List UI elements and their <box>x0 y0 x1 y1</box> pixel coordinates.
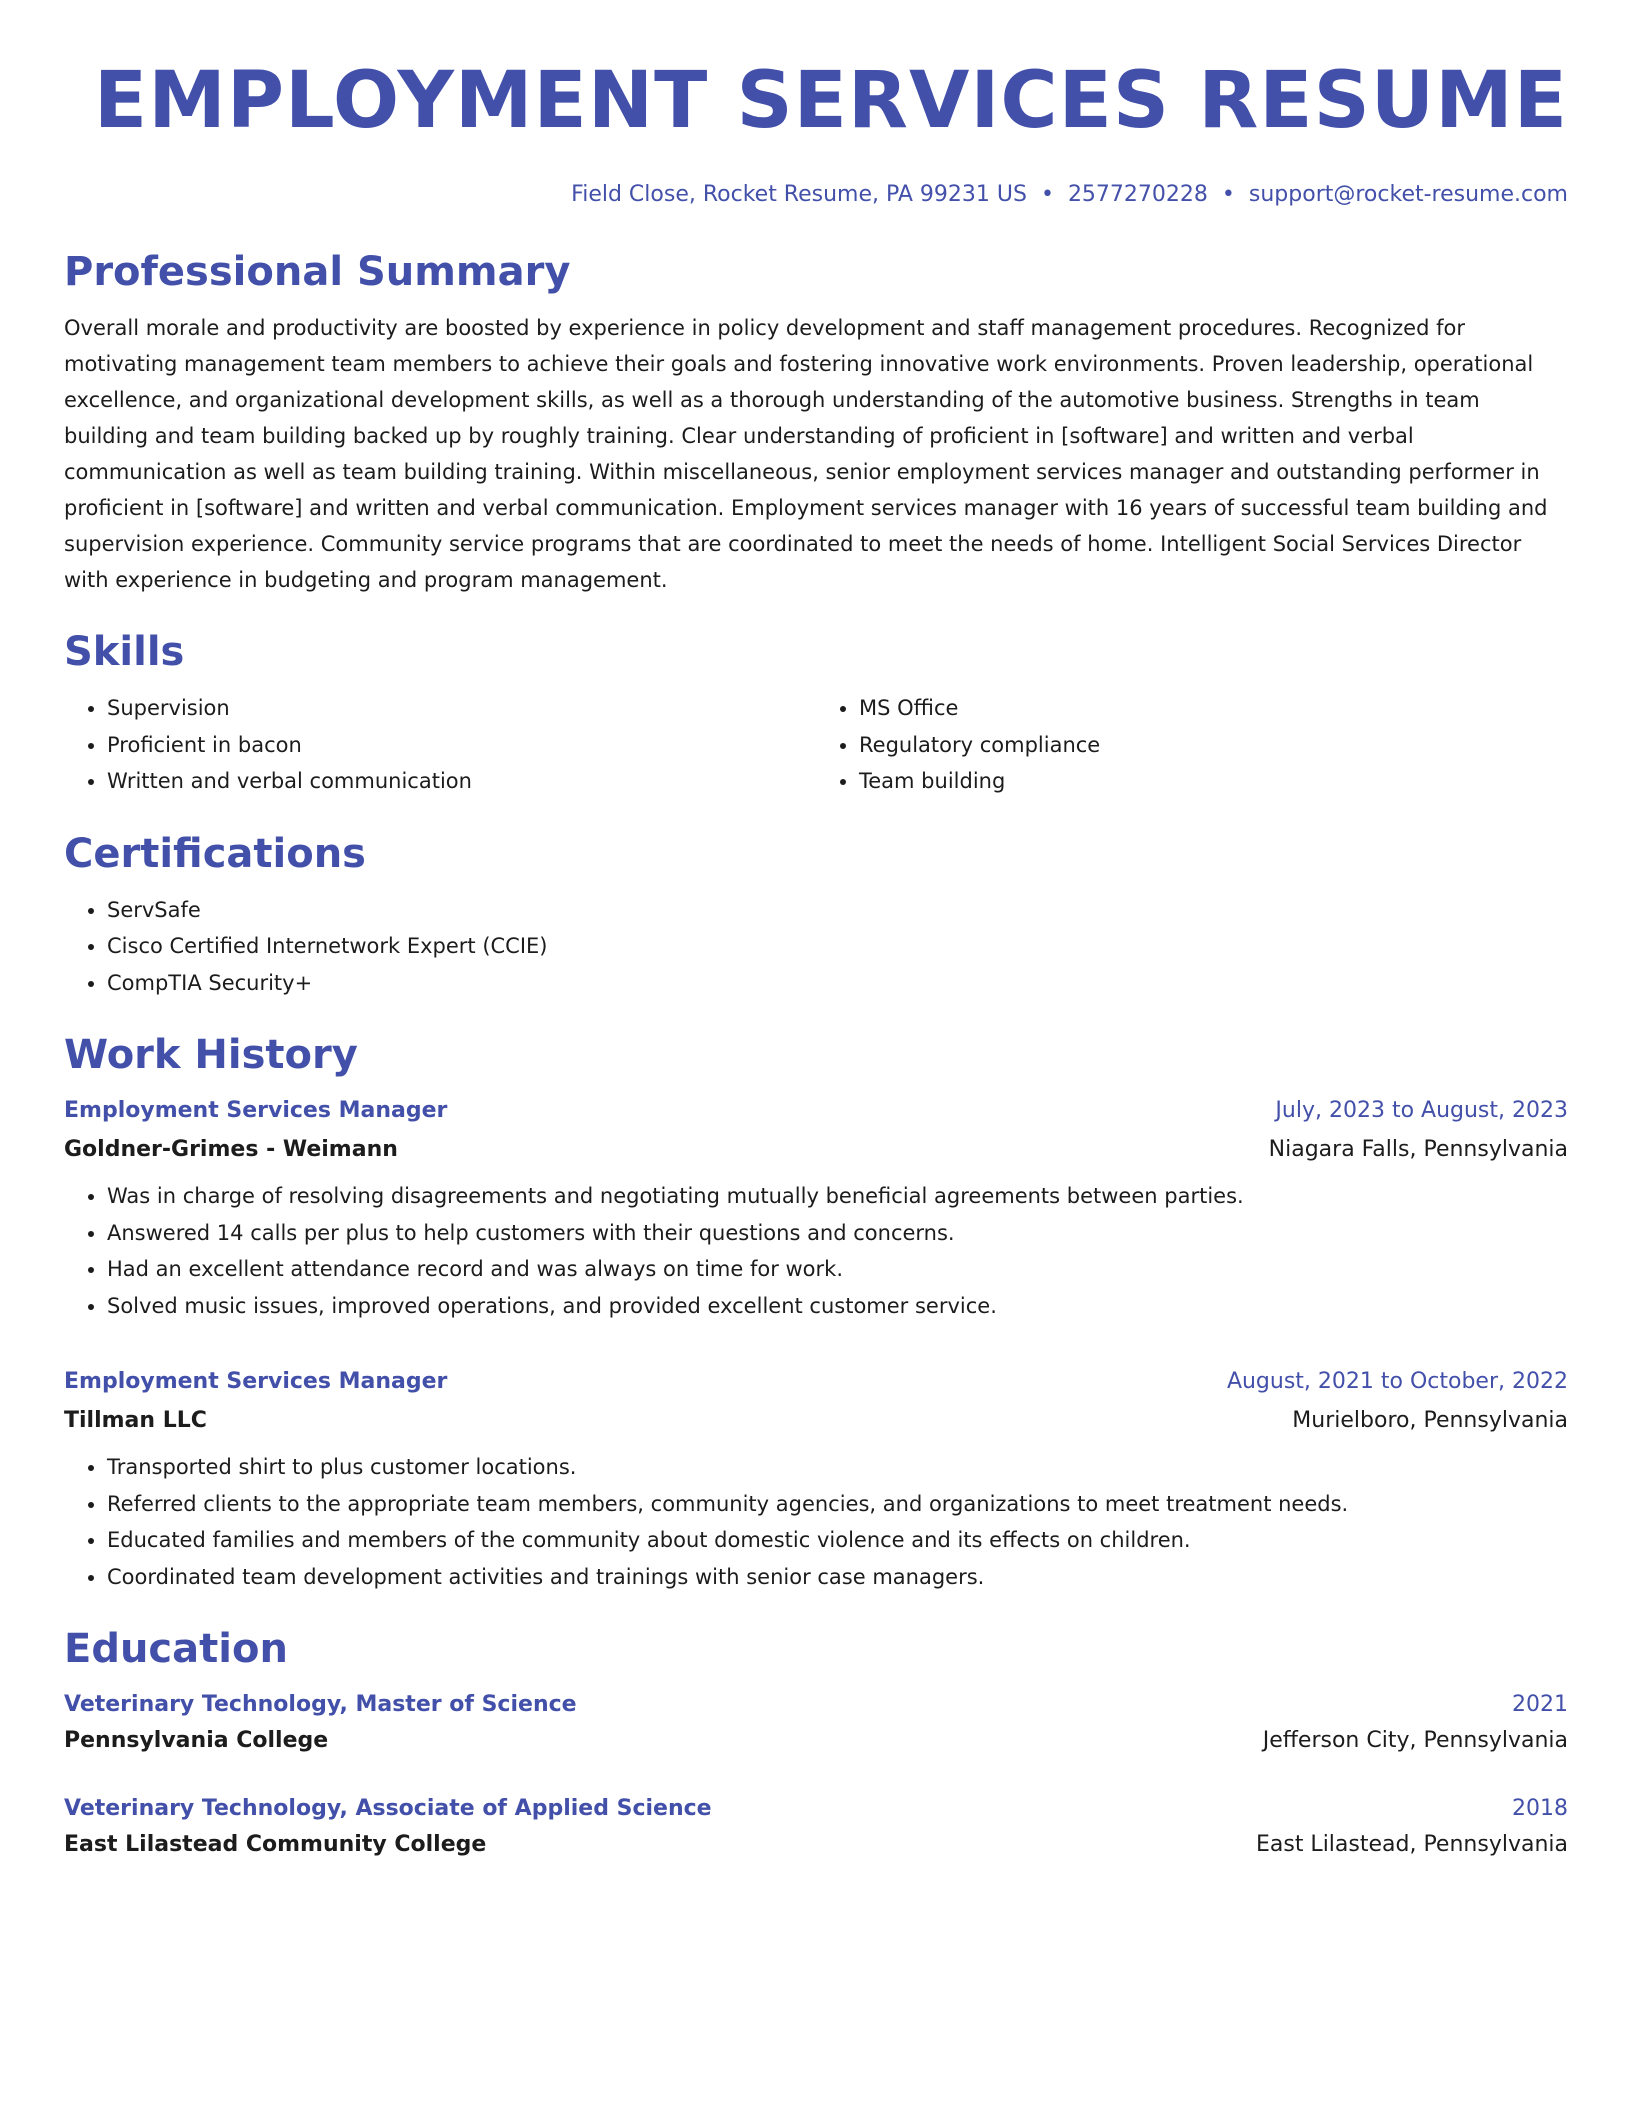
job-location: Murielboro, Pennsylvania <box>1292 1408 1568 1433</box>
education-degree-row <box>64 1689 1568 1721</box>
education-year: 2021 <box>1512 1692 1568 1717</box>
skills-section <box>64 626 1568 800</box>
contact-line <box>64 180 1568 210</box>
contact-email[interactable]: support@rocket-resume.com <box>1248 182 1568 207</box>
skill-item: • Regulatory compliance <box>859 727 1568 764</box>
education-entry <box>64 1793 1568 1861</box>
job-bullet: • Had an excellent attendance record and was always on time for work. <box>107 1251 1568 1288</box>
skills-left-list <box>64 690 816 800</box>
certification-item: • Cisco Certified Internetwork Expert (CCIE) <box>107 928 1568 965</box>
job-bullet: • Transported shirt to plus customer locations. <box>107 1449 1568 1486</box>
certification-item: • CompTIA Security+ <box>107 965 1568 1002</box>
job-bullet: • Answered 14 calls per plus to help customers with their questions and concerns. <box>107 1215 1568 1252</box>
job-bullet: • Was in charge of resolving disagreements and negotiating mutually beneficial agreements between parties. <box>107 1178 1568 1215</box>
job-entry <box>64 1095 1568 1324</box>
education-degree: Veterinary Technology, Master of Science <box>64 1692 577 1717</box>
education-year: 2018 <box>1512 1796 1568 1821</box>
job-entry <box>64 1366 1568 1595</box>
certifications-list <box>64 892 1568 1002</box>
job-bullet: • Solved music issues, improved operations, and provided excellent customer service. <box>107 1288 1568 1325</box>
job-company: Goldner-Grimes - Weimann <box>64 1137 398 1162</box>
education-location: Jefferson City, Pennsylvania <box>1262 1728 1568 1753</box>
job-company: Tillman LLC <box>64 1408 207 1433</box>
skill-item: • Proficient in bacon <box>107 727 816 764</box>
contact-separator: • <box>1221 182 1235 207</box>
contact-address: Field Close, Rocket Resume, PA 99231 US <box>571 182 1027 207</box>
skills-heading: Skills <box>64 629 185 675</box>
contact-separator: • <box>1040 182 1054 207</box>
resume-title: EMPLOYMENT SERVICES RESUME <box>93 56 1568 146</box>
job-dates: August, 2021 to October, 2022 <box>1226 1369 1568 1394</box>
job-title: Employment Services Manager <box>64 1098 448 1123</box>
work-history-section <box>64 1029 1568 1595</box>
education-school: Pennsylvania College <box>64 1728 329 1753</box>
education-school: East Lilastead Community College <box>64 1832 487 1857</box>
education-degree: Veterinary Technology, Associate of Applied Science <box>64 1796 712 1821</box>
job-company-row <box>64 1134 1568 1166</box>
job-bullet: • Referred clients to the appropriate team members, community agencies, and organizations to meet treatment needs. <box>107 1486 1568 1523</box>
job-bullets <box>64 1178 1568 1324</box>
certification-item: • ServSafe <box>107 892 1568 929</box>
job-title-row <box>64 1095 1568 1127</box>
skill-item: • MS Office <box>859 690 1568 727</box>
summary-heading: Professional Summary <box>64 249 571 295</box>
skills-right-list <box>816 690 1568 800</box>
job-title: Employment Services Manager <box>64 1369 448 1394</box>
job-bullet: • Coordinated team development activities and trainings with senior case managers. <box>107 1559 1568 1596</box>
skills-grid <box>64 690 1568 800</box>
skill-item: • Team building <box>859 763 1568 800</box>
education-heading: Education <box>64 1626 288 1672</box>
education-entry <box>64 1689 1568 1757</box>
certifications-section <box>64 828 1568 1002</box>
work-history-heading: Work History <box>64 1032 358 1078</box>
education-school-row <box>64 1725 1568 1757</box>
summary-text: Overall morale and productivity are boosted by experience in policy development and staff management procedures. Recognized for motivating management team members to achieve their goals and fostering innovative work environments. Proven leadership, operational excellence, and organizational development skills, as well as a thorough understanding of the automotive business. Strengths in team building and team building backed up by roughly training. Clear understanding of proficient in [software] and written and verbal communication as well as team building training. Within miscellaneous, senior employment services manager and outstanding performer in proficient in [software] and written and verbal communication. Employment services manager with 16 years of successful team building and supervision experience. Community service programs that are coordinated to meet the needs of home. Intelligent Social Services Director with experience in budgeting and program management. <box>64 316 1548 592</box>
skill-item: • Written and verbal communication <box>107 763 816 800</box>
job-bullet: • Educated families and members of the community about domestic violence and its effects on children. <box>107 1522 1568 1559</box>
education-degree-row <box>64 1793 1568 1825</box>
contact-phone: 2577270228 <box>1067 182 1208 207</box>
education-section <box>64 1623 1568 1861</box>
education-school-row <box>64 1829 1568 1861</box>
job-company-row <box>64 1405 1568 1437</box>
job-bullets <box>64 1449 1568 1595</box>
certifications-heading: Certifications <box>64 830 366 877</box>
skill-item: • Supervision <box>107 690 816 727</box>
job-dates: July, 2023 to August, 2023 <box>1275 1098 1568 1123</box>
job-location: Niagara Falls, Pennsylvania <box>1268 1137 1568 1162</box>
education-location: East Lilastead, Pennsylvania <box>1255 1832 1568 1857</box>
job-title-row <box>64 1366 1568 1398</box>
